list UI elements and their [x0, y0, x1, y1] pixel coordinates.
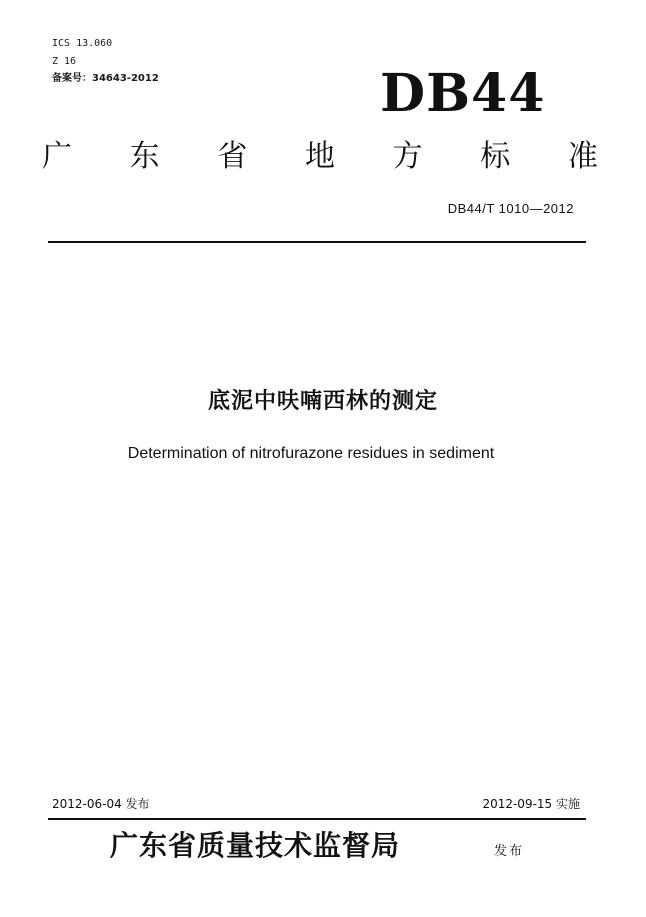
record-value: 34643-2012: [92, 73, 159, 84]
standard-type-char: 标: [480, 139, 511, 174]
db44-logo: DB44: [380, 63, 546, 124]
issuing-authority: 广东省质量技术监督局: [110, 829, 401, 862]
implementation-date: 2012-09-15 实施: [482, 797, 580, 811]
document-title-english: Determination of nitrofurazone residues in sediment: [127, 445, 495, 462]
standard-type-char: 东: [129, 139, 160, 174]
document-title-chinese: 底泥中呋喃西林的测定: [207, 389, 438, 414]
standard-type-heading: [40, 140, 600, 174]
issue-date: 2012-06-04 发布: [52, 797, 150, 811]
standard-type-char: 方: [392, 139, 423, 174]
ics-code: ICS 13.060: [52, 38, 113, 49]
standard-code: DB44/T 1010—2012: [447, 201, 574, 216]
standard-type-char: 省: [217, 139, 248, 174]
standard-type-char: 地: [304, 139, 335, 174]
standard-type-char: 广: [42, 139, 72, 174]
record-number: [52, 73, 159, 85]
standard-type-char: 准: [567, 139, 598, 174]
header-divider: [48, 241, 586, 243]
footer-divider: [48, 818, 586, 820]
record-label: 备案号：: [52, 73, 92, 84]
issue-label: 发布: [494, 844, 525, 859]
category-code: Z 16: [52, 56, 77, 67]
